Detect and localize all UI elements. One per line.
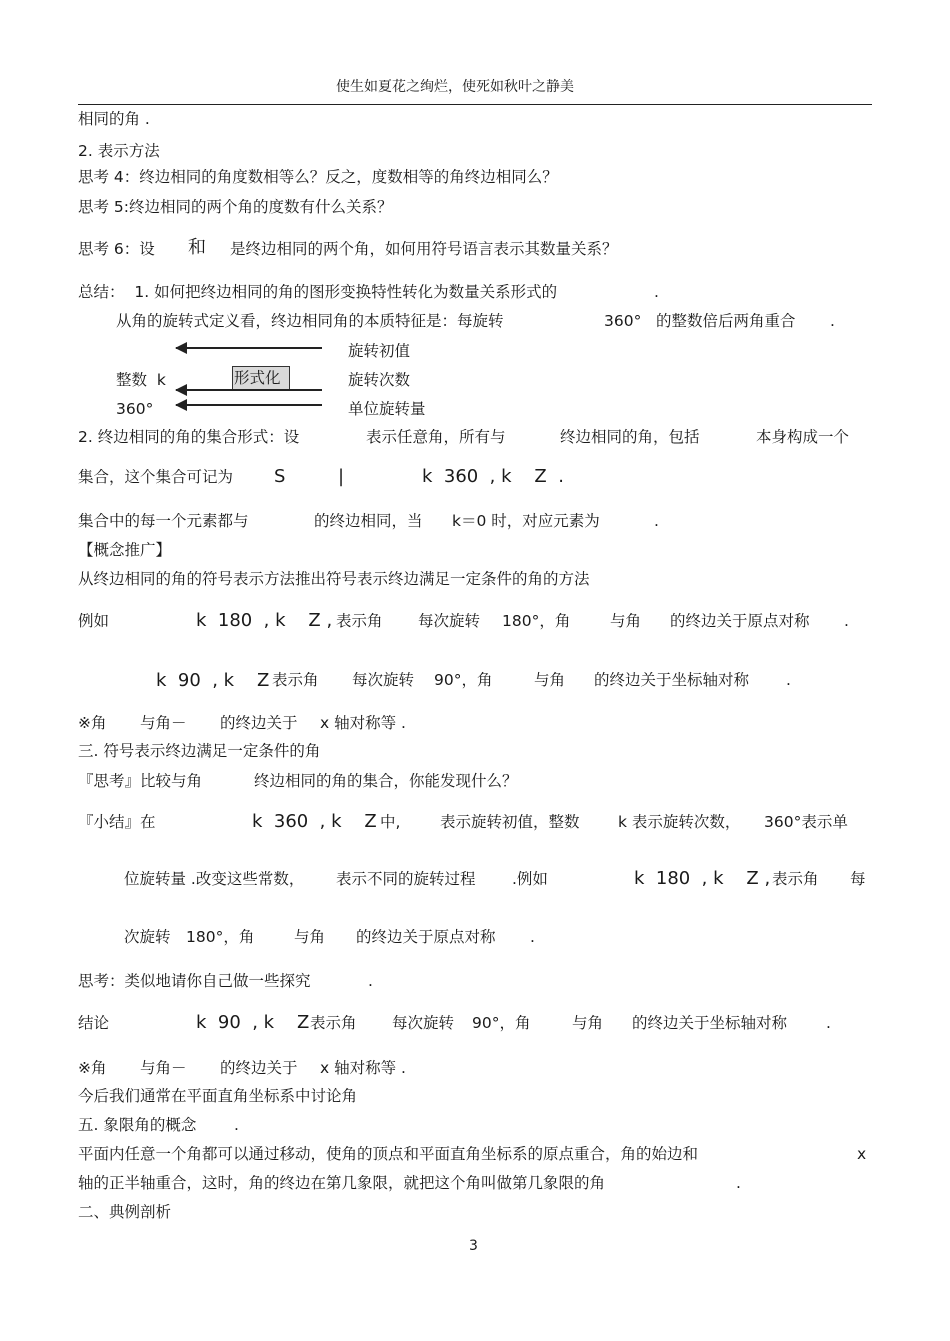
header-rule	[78, 104, 872, 105]
text-fragment: 表示角	[772, 870, 819, 888]
text-fragment: 是终边相同的两个角，如何用符号语言表示其数量关系？	[230, 240, 618, 258]
text-line: 相同的角 .	[78, 110, 150, 128]
text-fragment: 『小结』在	[78, 813, 156, 831]
math-fragment: k 180 , k Z ,	[634, 868, 771, 889]
math-fragment: k 360 , k Z	[252, 811, 377, 832]
text-fragment: .	[234, 1116, 239, 1134]
text-fragment: 的终边关于坐标轴对称	[632, 1014, 788, 1032]
text-fragment: .	[654, 283, 659, 301]
text-fragment: 表示角	[272, 671, 319, 689]
text-line: 思考 4：终边相同的角度数相等么？反之，度数相等的角终边相同么？	[78, 168, 558, 186]
page-number: 3	[469, 1238, 478, 1254]
diagram-label-int-k: 整数 k	[116, 371, 166, 389]
text-fragment: 的终边关于	[220, 714, 298, 732]
text-fragment: 每次旋转	[418, 612, 481, 630]
text-line: 2. 终边相同的角的集合形式：设	[78, 428, 300, 446]
diagram-label-formal: 形式化	[234, 369, 281, 387]
text-fragment: x 轴对称等 .	[320, 1059, 406, 1077]
text-fragment: 与角	[572, 1014, 604, 1032]
math-fragment: k 180 , k Z ,	[196, 610, 333, 631]
text-fragment: 的终边关于坐标轴对称	[594, 671, 750, 689]
text-fragment: x	[857, 1145, 867, 1163]
text-fragment: 表示角	[310, 1014, 357, 1032]
text-fragment: 与角－	[140, 714, 187, 732]
text-fragment: .	[786, 671, 791, 689]
text-fragment: .	[368, 972, 373, 990]
summary-line: 总结： 1. 如何把终边相同的角的图形变换特性转化为数量关系形式的	[78, 283, 558, 301]
math-fragment: k 90 , k Z	[156, 670, 270, 691]
text-fragment: 的终边关于	[220, 1059, 298, 1077]
text-fragment: 与角	[610, 612, 642, 630]
text-fragment: k＝0 时，对应元素为	[452, 512, 600, 530]
text-line: 轴的正半轴重合，这时，角的终边在第几象限，就把这个角叫做第几象限的角	[78, 1174, 606, 1192]
text-fragment: .	[530, 928, 535, 946]
text-fragment: 180°，角	[502, 612, 571, 630]
text-line: 思考 6：设	[78, 240, 155, 258]
text-fragment: 90°，角	[472, 1014, 531, 1032]
text-fragment: x 轴对称等 .	[320, 714, 406, 732]
text-line: 集合，这个集合可记为	[78, 468, 234, 486]
text-line: 从终边相同的角的符号表示方法推出符号表示终边满足一定条件的角的方法	[78, 570, 590, 588]
text-fragment: 次旋转	[124, 928, 171, 946]
text-fragment: 的整数倍后两角重合	[656, 312, 796, 330]
text-fragment: 与角	[534, 671, 566, 689]
diagram-label-360: 360°	[116, 400, 154, 418]
text-line: 思考 5:终边相同的两个角的度数有什么关系？	[78, 198, 393, 216]
text-line: 从角的旋转式定义看，终边相同角的本质特征是：每旋转	[116, 312, 504, 330]
arrow-left-rot-count	[176, 389, 322, 391]
arrow-left-unit-rot	[176, 404, 322, 406]
text-line: 集合中的每一个元素都与	[78, 512, 249, 530]
text-fragment: 中,	[380, 813, 401, 831]
text-fragment: 结论	[78, 1014, 110, 1032]
text-fragment: 每	[850, 870, 866, 888]
text-fragment: 的终边相同，当	[314, 512, 423, 530]
text-fragment: 每次旋转	[392, 1014, 455, 1032]
arrow-left-rot-init	[176, 347, 322, 349]
text-fragment: .	[654, 512, 659, 530]
text-fragment: 180°，角	[186, 928, 255, 946]
math-fragment: k 360 , k Z .	[422, 466, 564, 487]
math-fragment: |	[338, 466, 345, 487]
text-fragment: .	[830, 312, 835, 330]
text-fragment: 终边相同的角，包括	[560, 428, 700, 446]
section-heading: 2. 表示方法	[78, 142, 160, 160]
text-fragment: 的终边关于原点对称	[670, 612, 810, 630]
text-fragment: .	[826, 1014, 831, 1032]
text-fragment: 的终边关于原点对称	[356, 928, 496, 946]
text-fragment: .	[844, 612, 849, 630]
text-fragment: ※角	[78, 714, 107, 732]
text-fragment: 360°	[604, 312, 642, 330]
text-fragment: 终边相同的角的集合，你能发现什么？	[254, 772, 518, 790]
text-fragment: k 表示旋转次数，	[618, 813, 741, 831]
section-heading: 三. 符号表示终边满足一定条件的角	[78, 742, 321, 760]
text-line: 平面内任意一个角都可以通过移动，使角的顶点和平面直角坐标系的原点重合，角的始边和	[78, 1145, 699, 1163]
text-fragment: 每次旋转	[352, 671, 415, 689]
diagram-label-unit-rot: 单位旋转量	[348, 400, 426, 418]
text-fragment: 90°，角	[434, 671, 493, 689]
text-fragment: 360°表示单	[764, 813, 848, 831]
text-fragment: .	[736, 1174, 741, 1192]
text-fragment: 表示角	[336, 612, 383, 630]
text-fragment: 表示旋转初值，整数	[440, 813, 580, 831]
text-fragment: .例如	[512, 870, 548, 888]
text-fragment: 位旋转量 .改变这些常数，	[124, 870, 305, 888]
math-fragment: k 90 , k Z	[196, 1012, 310, 1033]
text-fragment: 表示任意角，所有与	[366, 428, 506, 446]
text-fragment: 表示不同的旋转过程	[336, 870, 476, 888]
diagram-label-rot-init: 旋转初值	[348, 342, 411, 360]
section-heading: 五. 象限角的概念	[78, 1116, 197, 1134]
section-heading: 二、典例剖析	[78, 1203, 172, 1221]
text-fragment: 与角	[294, 928, 326, 946]
text-fragment: 思考：类似地请你自己做一些探究	[78, 972, 311, 990]
text-fragment: 和	[188, 237, 206, 258]
section-heading: 【概念推广】	[78, 541, 172, 559]
text-line: 今后我们通常在平面直角坐标系中讨论角	[78, 1087, 358, 1105]
text-fragment: 本身构成一个	[756, 428, 850, 446]
math-fragment: S	[274, 466, 286, 487]
page-header-motto: 使生如夏花之绚烂，使死如秋叶之静美	[336, 79, 574, 95]
text-fragment: ※角	[78, 1059, 107, 1077]
diagram-label-rot-count: 旋转次数	[348, 371, 411, 389]
text-fragment: 与角－	[140, 1059, 187, 1077]
text-fragment: 例如	[78, 612, 110, 630]
text-fragment: 『思考』比较与角	[78, 772, 203, 790]
